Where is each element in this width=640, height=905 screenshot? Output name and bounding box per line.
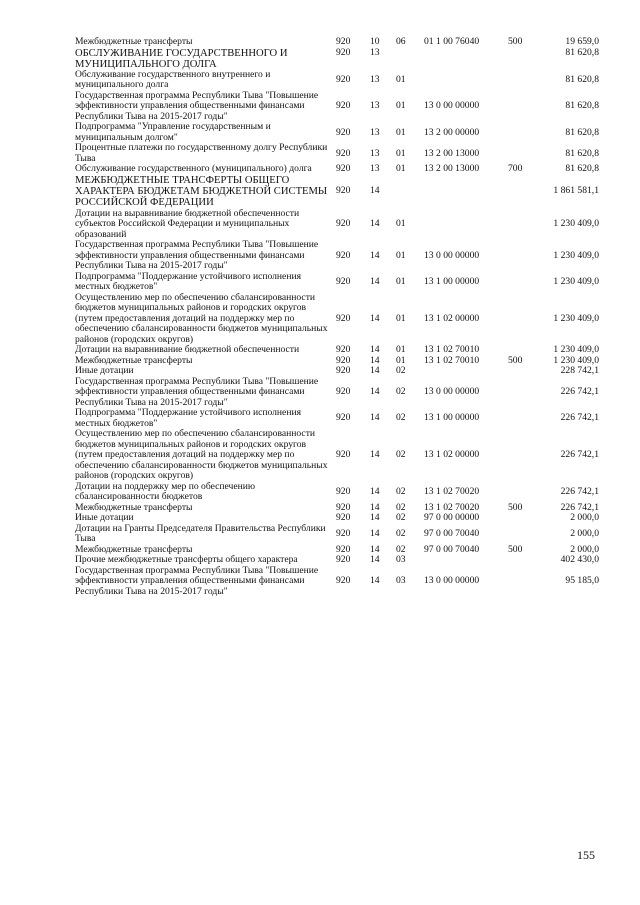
row-admin-code: 920 (336, 147, 351, 159)
row-expense-type (508, 524, 534, 545)
row-expense-type (508, 408, 534, 429)
row-target-article: 13 1 02 00000 (424, 312, 480, 324)
row-subsection-code: 01 (396, 312, 406, 324)
row-name: Дотации на поддержку мер по обеспечению сбалансированности бюджетов (75, 480, 256, 503)
table-row (75, 429, 599, 482)
row-name: Дотации на Гранты Председателя Правительства Республики Тыва (75, 522, 326, 545)
row-target-article: 13 1 02 70010 (424, 354, 480, 366)
row-name: Иные дотации (75, 512, 134, 524)
row-name: Государственная программа Республики Тыва "Повышение эффективности управления общественными финансами Республики Тыва на 2015-2017 годы" (75, 375, 319, 408)
row-amount: 1 230 409,0 (553, 249, 599, 261)
row-subsection-code: 02 (396, 501, 406, 513)
row-admin-code: 920 (336, 512, 351, 524)
row-target-article (420, 48, 508, 70)
table-row (75, 143, 599, 164)
row-amount: 81 620,8 (565, 74, 599, 86)
row-amount: 226 742,1 (560, 386, 599, 398)
row-section-code: 14 (370, 527, 380, 539)
row-target-article: 13 1 00 00000 (424, 275, 480, 287)
row-subsection-code: 02 (396, 512, 406, 524)
row-expense-type (508, 48, 534, 70)
row-name: Дотации на выравнивание бюджетной обеспеченности субъектов Российской Федерации и муниципальных образований (75, 207, 300, 240)
row-target-article: 13 1 02 70010 (424, 344, 480, 356)
row-name: Межбюджетные трансферты (75, 354, 193, 366)
row-admin-code: 920 (336, 249, 351, 261)
row-subsection-code: 01 (396, 275, 406, 287)
row-section-code: 14 (370, 485, 380, 497)
row-subsection-code: 01 (396, 344, 406, 356)
row-subsection-code: 02 (396, 485, 406, 497)
row-admin-code: 920 (336, 412, 351, 424)
row-section-code: 13 (370, 163, 380, 175)
row-subsection-code: 02 (396, 543, 406, 555)
row-expense-type (508, 143, 534, 164)
row-admin-code: 920 (336, 344, 351, 356)
row-expense-type (508, 122, 534, 143)
row-admin-code: 920 (336, 46, 351, 58)
row-section-code: 14 (370, 386, 380, 398)
row-subsection-code: 01 (396, 354, 406, 366)
row-admin-code: 920 (336, 575, 351, 587)
row-name: Государственная программа Республики Тыва "Повышение эффективности управления общественными финансами Республики Тыва на 2015-2017 годы" (75, 564, 319, 597)
row-expense-type (508, 345, 534, 356)
row-admin-code: 920 (336, 36, 351, 47)
row-target-article: 97 0 00 00000 (424, 512, 480, 524)
row-amount: 95 185,0 (565, 575, 599, 587)
row-admin-code: 920 (336, 275, 351, 287)
row-admin-code: 920 (336, 554, 351, 566)
table-row (75, 272, 599, 293)
row-name: Государственная программа Республики Тыва "Повышение эффективности управления общественными финансами Республики Тыва на 2015-2017 годы" (75, 239, 319, 272)
row-target-article: 13 1 02 00000 (424, 449, 480, 461)
row-name: Межбюджетные трансферты (75, 501, 193, 513)
budget-table-page (75, 36, 599, 597)
row-amount: 228 742,1 (560, 365, 599, 377)
row-target-article: 13 0 00 00000 (424, 386, 480, 398)
row-subsection-code: 06 (396, 36, 406, 47)
page-number: 155 (577, 848, 595, 862)
row-admin-code: 920 (336, 74, 351, 86)
table-row (75, 122, 599, 143)
row-section-code: 14 (370, 512, 380, 524)
row-section-code: 14 (370, 344, 380, 356)
row-name: Обслуживание государственного (муниципального) долга (75, 163, 312, 175)
row-name: Обслуживание государственного внутреннего и муниципального долга (75, 68, 271, 91)
budget-table (75, 37, 599, 597)
row-subsection-code: 01 (396, 163, 406, 175)
row-admin-code: 920 (336, 501, 351, 513)
row-name: Процентные платежи по государственному долгу Республики Тыва (75, 142, 328, 164)
table-row (75, 555, 599, 566)
row-expense-type (508, 209, 534, 241)
row-expense-type (508, 555, 534, 566)
row-subsection-code: 03 (396, 554, 406, 566)
row-subsection-code: 02 (396, 365, 406, 377)
table-row (75, 164, 599, 175)
row-subsection-code: 01 (396, 249, 406, 261)
row-target-article: 13 1 02 70020 (424, 501, 480, 513)
table-row (75, 366, 599, 377)
row-target-article (420, 175, 508, 209)
row-subsection-code: 03 (396, 575, 406, 587)
row-amount: 226 742,1 (560, 485, 599, 497)
row-subsection-code (392, 175, 420, 209)
row-amount: 226 742,1 (560, 449, 599, 461)
row-expense-type (508, 482, 534, 503)
row-section-code: 13 (370, 74, 380, 86)
row-amount: 1 230 409,0 (553, 344, 599, 356)
row-admin-code: 920 (336, 365, 351, 377)
table-row (75, 566, 599, 598)
row-subsection-code: 01 (396, 147, 406, 159)
row-section-code: 14 (370, 275, 380, 287)
table-row (75, 240, 599, 272)
row-subsection-code: 01 (396, 126, 406, 138)
row-admin-code: 920 (336, 126, 351, 138)
row-section-code: 14 (370, 365, 380, 377)
row-admin-code: 920 (336, 354, 351, 366)
row-target-article: 13 2 00 00000 (424, 126, 480, 138)
row-expense-type (508, 91, 534, 123)
row-amount: 1 230 409,0 (553, 354, 599, 366)
budget-table-body (75, 37, 599, 597)
row-section-code: 14 (370, 249, 380, 261)
row-name: Дотации на выравнивание бюджетной обеспеченности (75, 344, 300, 356)
row-amount: 1 230 409,0 (553, 275, 599, 287)
table-row (75, 209, 599, 241)
row-section-code: 14 (370, 554, 380, 566)
row-amount: 2 000,0 (570, 543, 599, 555)
row-name: Государственная программа Республики Тыва "Повышение эффективности управления общественными финансами Республики Тыва на 2015-2017 годы" (75, 89, 319, 122)
row-amount: 19 659,0 (565, 36, 599, 47)
row-admin-code: 920 (336, 543, 351, 555)
table-row (75, 48, 599, 70)
row-amount: 1 230 409,0 (553, 312, 599, 324)
row-section-code: 14 (370, 543, 380, 555)
row-expense-type: 700 (508, 163, 523, 175)
row-name: Межбюджетные трансферты (75, 36, 193, 47)
row-expense-type: 500 (508, 501, 523, 513)
row-subsection-code: 02 (396, 527, 406, 539)
row-amount: 226 742,1 (560, 501, 599, 513)
row-expense-type: 500 (508, 36, 523, 47)
row-target-article: 13 2 00 13000 (424, 163, 480, 175)
table-row (75, 175, 599, 209)
row-target-article (420, 70, 508, 91)
row-admin-code: 920 (336, 527, 351, 539)
row-amount: 81 620,8 (565, 126, 599, 138)
table-row (75, 91, 599, 123)
row-target-article: 97 0 00 70040 (424, 543, 480, 555)
row-expense-type (508, 429, 534, 482)
row-name: Межбюджетные трансферты (75, 543, 193, 555)
row-amount: 1 230 409,0 (553, 218, 599, 230)
row-admin-code: 920 (336, 485, 351, 497)
row-admin-code: 920 (336, 449, 351, 461)
row-admin-code: 920 (336, 218, 351, 230)
row-target-article: 01 1 00 76040 (424, 36, 480, 47)
row-section-code: 13 (370, 46, 380, 58)
table-row (75, 377, 599, 409)
row-subsection-code: 01 (396, 100, 406, 112)
row-target-article (420, 366, 508, 377)
row-target-article: 13 0 00 00000 (424, 249, 480, 261)
row-expense-type (508, 377, 534, 409)
row-section-code: 13 (370, 126, 380, 138)
row-expense-type (508, 513, 534, 524)
row-section-code: 14 (370, 501, 380, 513)
row-target-article (420, 209, 508, 241)
row-subsection-code: 01 (396, 218, 406, 230)
row-section-code: 14 (370, 185, 380, 197)
row-amount: 402 430,0 (560, 554, 599, 566)
row-section-code: 14 (370, 354, 380, 366)
row-amount: 81 620,8 (565, 100, 599, 112)
row-target-article: 13 2 00 13000 (424, 147, 480, 159)
row-amount: 1 861 581,1 (553, 185, 599, 197)
row-target-article: 13 1 02 70020 (424, 485, 480, 497)
row-target-article: 97 0 00 70040 (424, 527, 480, 539)
row-expense-type (508, 272, 534, 293)
row-admin-code: 920 (336, 386, 351, 398)
table-row (75, 37, 599, 48)
row-subsection-code: 02 (396, 412, 406, 424)
row-subsection-code (392, 48, 420, 70)
row-name: Подпрограмма "Управление государственным и муниципальным долгом" (75, 121, 271, 143)
row-name: Подпрограмма "Поддержание устойчивого исполнения местных бюджетов" (75, 407, 301, 429)
row-name: Иные дотации (75, 365, 134, 377)
row-amount: 2 000,0 (570, 512, 599, 524)
row-section-code: 10 (370, 36, 380, 47)
table-row (75, 513, 599, 524)
row-expense-type (508, 366, 534, 377)
row-amount: 2 000,0 (570, 527, 599, 539)
table-row (75, 408, 599, 429)
row-name: Прочие межбюджетные трансферты общего характера (75, 554, 298, 566)
row-subsection-code: 01 (396, 74, 406, 86)
row-target-article: 13 1 00 00000 (424, 412, 480, 424)
row-section-code: 13 (370, 100, 380, 112)
row-target-article: 13 0 00 00000 (424, 100, 480, 112)
row-target-article (420, 555, 508, 566)
row-admin-code: 920 (336, 100, 351, 112)
row-section-code: 14 (370, 449, 380, 461)
row-amount: 81 620,8 (565, 147, 599, 159)
row-expense-type (508, 70, 534, 91)
row-expense-type (508, 240, 534, 272)
row-amount: 81 620,8 (565, 163, 599, 175)
row-name: Подпрограмма "Поддержание устойчивого исполнения местных бюджетов" (75, 270, 301, 293)
table-row (75, 482, 599, 503)
row-name: ОБСЛУЖИВАНИЕ ГОСУДАРСТВЕННОГО И МУНИЦИПАЛЬНОГО ДОЛГА (75, 47, 288, 70)
row-expense-type (508, 566, 534, 598)
row-amount: 226 742,1 (560, 412, 599, 424)
row-expense-type: 500 (508, 543, 523, 555)
table-row (75, 524, 599, 545)
row-name: МЕЖБЮДЖЕТНЫЕ ТРАНСФЕРТЫ ОБЩЕГО ХАРАКТЕРА БЮДЖЕТАМ БЮДЖЕТНОЙ СИСТЕМЫ РОССИЙСКОЙ ФЕДЕРАЦИИ (75, 174, 328, 209)
row-section-code: 14 (370, 312, 380, 324)
row-expense-type (508, 293, 534, 346)
row-section-code: 14 (370, 412, 380, 424)
row-name: Осуществлению мер по обеспечению сбалансированности бюджетов муниципальных районов и городских округов (путем предоставления дотаций на поддержку мер по обеспечению сбалансированности бюджетов муниципальных районов (городских округов) (75, 291, 328, 345)
row-section-code: 14 (370, 218, 380, 230)
row-admin-code: 920 (336, 185, 351, 197)
table-row (75, 345, 599, 356)
table-row (75, 293, 599, 346)
row-target-article: 13 0 00 00000 (424, 575, 480, 587)
table-row (75, 70, 599, 91)
row-subsection-code: 02 (396, 386, 406, 398)
row-expense-type: 500 (508, 354, 523, 366)
row-expense-type (508, 175, 534, 209)
row-section-code: 14 (370, 575, 380, 587)
row-admin-code: 920 (336, 163, 351, 175)
row-amount: 81 620,8 (565, 46, 599, 58)
row-section-code: 13 (370, 147, 380, 159)
row-subsection-code: 02 (396, 449, 406, 461)
row-admin-code: 920 (336, 312, 351, 324)
row-name: Осуществлению мер по обеспечению сбалансированности бюджетов муниципальных районов и городских округов (путем предоставления дотаций на поддержку мер по обеспечению сбалансированности бюджетов муниципальных районов (городских округов) (75, 428, 328, 482)
